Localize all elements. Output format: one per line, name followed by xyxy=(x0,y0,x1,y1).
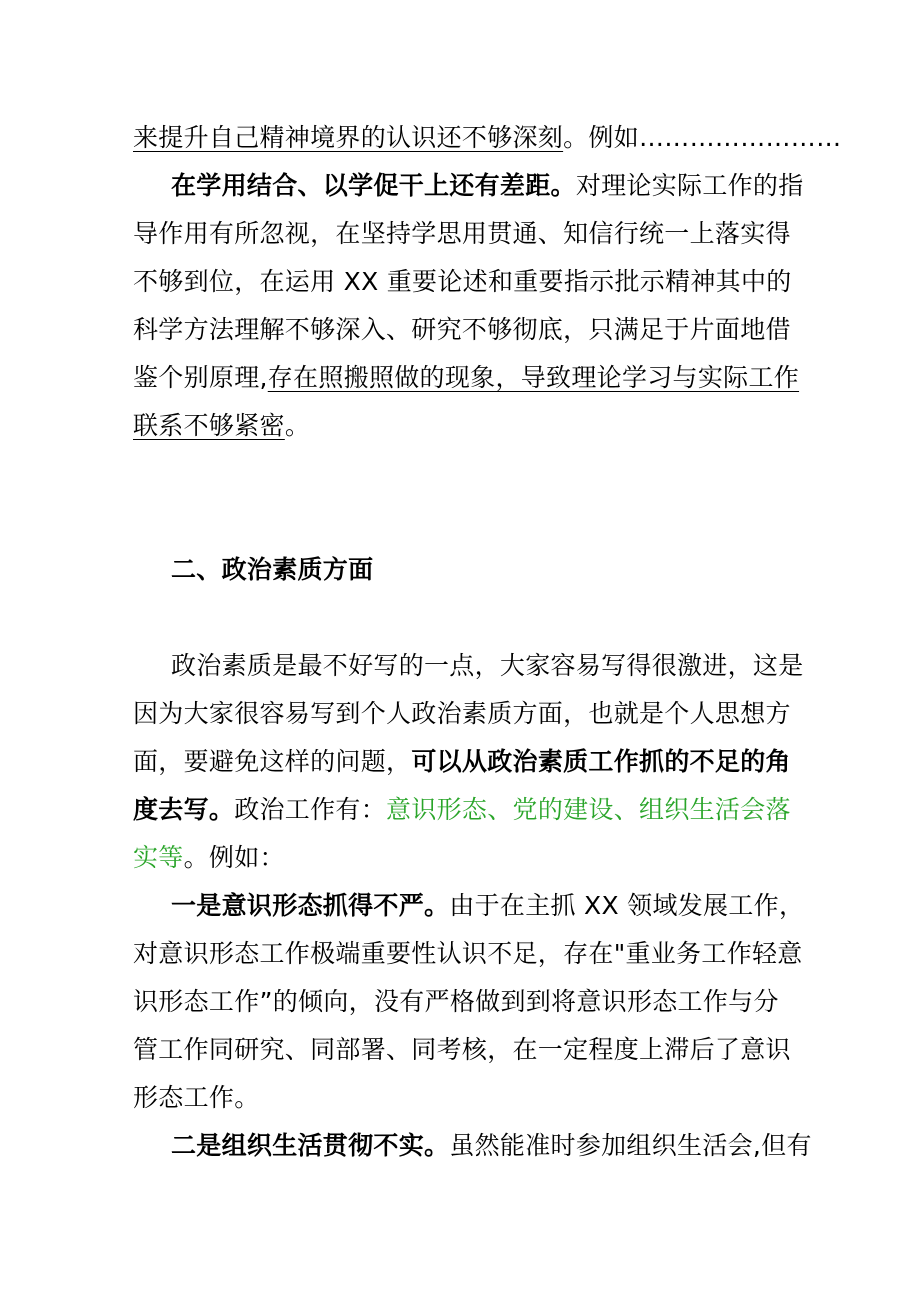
bold-lead: 在学用结合、以学促干上还有差距。 xyxy=(171,171,576,200)
text-line xyxy=(133,361,799,395)
bold-lead: 一是意识形态抓得不严。 xyxy=(171,891,450,920)
text-line: 因为大家很容易写到个人政治素质方面，也就是个人思想方 xyxy=(133,699,791,728)
text-line xyxy=(171,889,804,923)
text-line xyxy=(133,793,791,827)
text-segment: 政治工作有： xyxy=(234,795,387,824)
bold-lead: 二是组织生活贯彻不实。 xyxy=(171,1131,450,1160)
underlined-text: 联系不够紧密 xyxy=(133,411,285,440)
text-line: 科学方法理解不够深入、研究不够彻底，只满足于片面地借 xyxy=(133,315,791,344)
text-line: 政治素质是最不好写的一点，大家容易写得很激进，这是 xyxy=(171,651,804,680)
text-line: 导作用有所忽视，在坚持学思用贯通、知信行统一上落实得 xyxy=(133,219,791,248)
bold-text: 可以从政治素质工作抓的不足的角 xyxy=(411,747,791,776)
text-line xyxy=(133,121,841,155)
text-line: 形态工作。 xyxy=(133,1083,260,1112)
text-line: 识形态工作”的倾向，没有严格做到到将意识形态工作与分 xyxy=(133,987,779,1016)
text-line xyxy=(133,409,310,443)
text-line xyxy=(133,841,285,875)
text-line xyxy=(171,1129,812,1163)
green-text: 实等 xyxy=(133,843,184,872)
text-segment: 虽然能准时参加组织生活会,但有 xyxy=(449,1131,812,1160)
text-segment: 。 xyxy=(284,411,311,440)
text-segment: 由于在主抓 XX 领域发展工作， xyxy=(449,891,805,920)
text-line: 不够到位，在运用 XX 重要论述和重要指示批示精神其中的 xyxy=(133,267,792,296)
underlined-text: 来提升自己精神境界的认识还不够深刻 xyxy=(133,123,564,152)
text-segment: 鉴个别原理, xyxy=(133,363,268,392)
bold-text: 度去写。 xyxy=(133,795,235,824)
text-segment: 对理论实际工作的指 xyxy=(575,171,804,200)
section-heading: 二、政治素质方面 xyxy=(171,555,374,584)
underlined-text: 存在照搬照做的现象，导致理论学习与实际工作 xyxy=(267,363,800,392)
text-segment: 。例如： xyxy=(183,843,285,872)
text-line xyxy=(133,745,791,779)
text-line xyxy=(171,169,804,203)
green-text: 意识形态、党的建设、组织生活会落 xyxy=(386,795,791,824)
text-line: 管工作同研究、同部署、同考核，在一定程度上滞后了意识 xyxy=(133,1035,791,1064)
text-segment: 。例如…………………… xyxy=(563,123,842,152)
text-segment: 面，要避免这样的问题， xyxy=(133,747,412,776)
text-line: 对意识形态工作极端重要性认识不足，存在"重业务工作轻意 xyxy=(133,939,803,968)
